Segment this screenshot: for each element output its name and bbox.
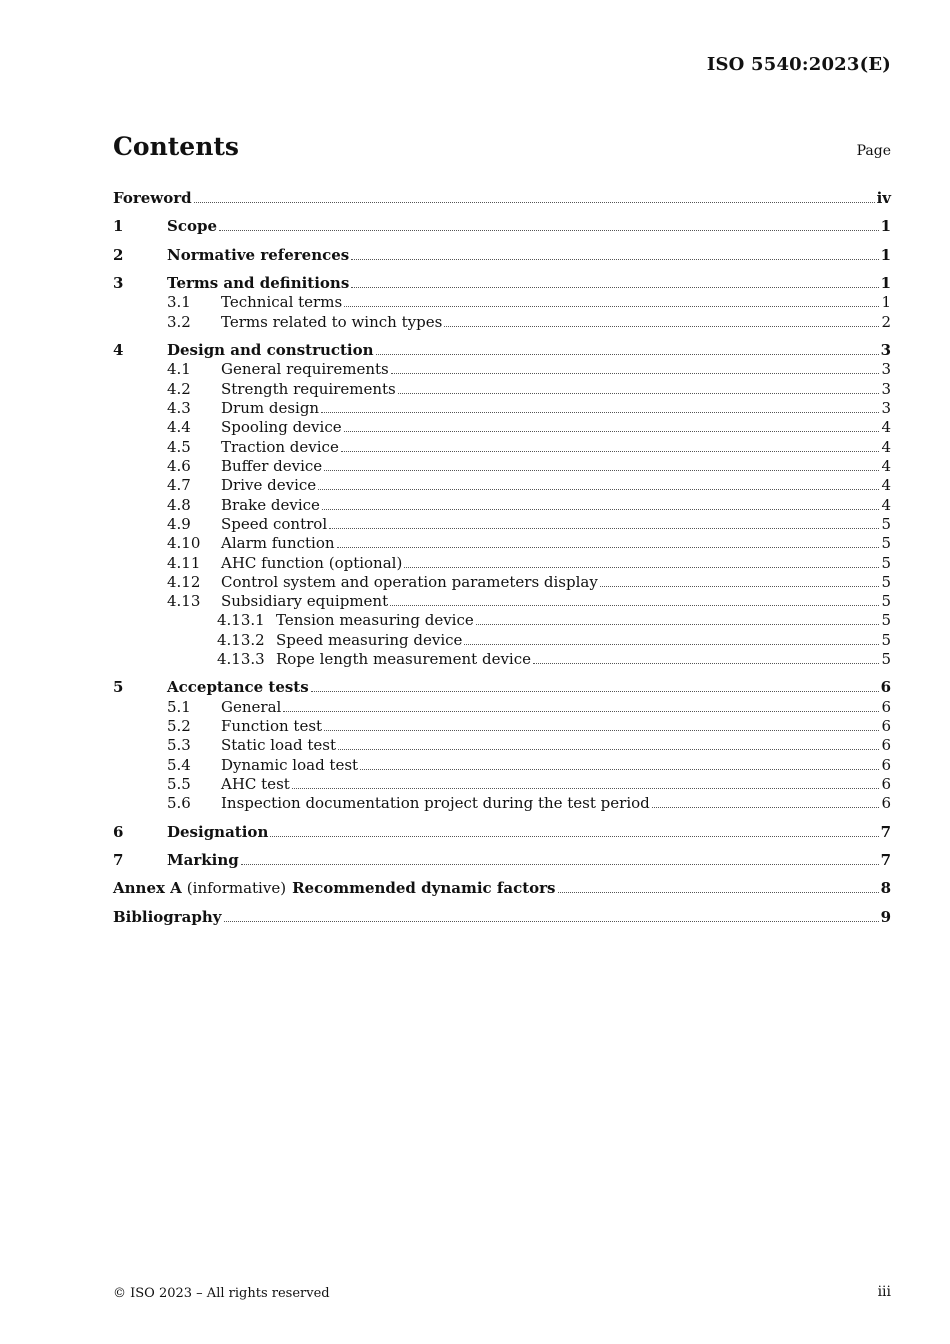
toc-entry-page: 6 (881, 698, 891, 716)
toc-entry-number: 7 (113, 851, 124, 869)
toc-entry[interactable] (113, 289, 891, 311)
toc-entry-page: 4 (881, 496, 891, 514)
toc-entry-title: Marking (167, 851, 239, 869)
dot-leader (324, 469, 879, 471)
toc-entry-title: Annex A (113, 879, 182, 897)
dot-leader (344, 430, 880, 432)
toc-entry[interactable] (113, 356, 891, 378)
dot-leader (476, 623, 880, 625)
toc-entry-number: 3 (113, 274, 124, 292)
toc-entry-page: 5 (881, 611, 891, 629)
toc-entry[interactable] (113, 875, 891, 897)
toc-entry[interactable] (113, 414, 891, 436)
toc-entry-number: 4.2 (167, 380, 191, 398)
toc-entry-page: 5 (881, 515, 891, 533)
toc-entry-page: 6 (881, 756, 891, 774)
toc-entry-number: 4.10 (167, 534, 201, 552)
toc-entry-annex-title: Recommended dynamic factors (292, 879, 556, 897)
dot-leader (321, 411, 879, 413)
dot-leader (360, 768, 879, 770)
toc-entry-number: 5.5 (167, 775, 191, 793)
toc-entry-page: 2 (881, 313, 891, 331)
toc-entry-page: 7 (880, 851, 891, 869)
toc-entry[interactable] (113, 607, 891, 629)
toc-entry-number: 4.9 (167, 515, 191, 533)
toc-entry-title: Normative references (167, 246, 350, 264)
toc-entry-number: 5.2 (167, 717, 191, 735)
toc-entry-annex-type: (informative) (186, 879, 287, 897)
toc-entry-title: Brake device (221, 496, 320, 514)
dot-leader (558, 891, 879, 893)
dot-leader (351, 286, 878, 288)
dot-leader (224, 920, 879, 922)
toc-entry-number: 5 (113, 678, 124, 696)
dot-leader (324, 729, 879, 731)
toc-entry-title: Dynamic load test (221, 756, 359, 774)
toc-entry[interactable] (113, 185, 891, 207)
toc-entry-title: Spooling device (221, 418, 342, 436)
toc-entry[interactable] (113, 646, 891, 668)
toc-entry[interactable] (113, 674, 891, 696)
toc-entry[interactable] (113, 732, 891, 754)
toc-entry-page: 6 (880, 678, 891, 696)
toc-entry-number: 6 (113, 823, 124, 841)
dot-leader (329, 527, 879, 529)
toc-entry-title: General (221, 698, 282, 716)
toc-entry-page: 5 (881, 534, 891, 552)
toc-entry-number: 4.12 (167, 573, 201, 591)
document-id: ISO 5540:2023(E) (706, 54, 891, 75)
toc-entry-page: 5 (881, 650, 891, 668)
dot-leader (283, 710, 879, 712)
toc-entry-number: 5.1 (167, 698, 191, 716)
toc-entry-page: 6 (881, 736, 891, 754)
toc-entry-number: 4.13.1 (217, 611, 265, 629)
toc-entry-page: 1 (881, 293, 891, 311)
toc-entry-title: Terms and definitions (167, 274, 350, 292)
dot-leader (464, 643, 879, 645)
toc-entry-page: 8 (880, 879, 891, 897)
toc-entry[interactable] (113, 819, 891, 841)
toc-entry-page: 5 (881, 592, 891, 610)
toc-entry-title: Bibliography (113, 908, 222, 926)
toc-entry-page: 4 (881, 438, 891, 456)
toc-entry-number: 4.1 (167, 360, 191, 378)
toc-entry[interactable] (113, 242, 891, 264)
toc-entry-number: 5.4 (167, 756, 191, 774)
toc-entry-number: 4.13 (167, 592, 201, 610)
toc-entry-title: General requirements (221, 360, 389, 378)
dot-leader (390, 604, 879, 606)
dot-leader (398, 392, 880, 394)
toc-entry-title: Function test (221, 717, 323, 735)
dot-leader (322, 508, 880, 510)
toc-entry-title: Buffer device (221, 457, 323, 475)
toc-entry-title: Technical terms (221, 293, 343, 311)
dot-leader (338, 748, 879, 750)
toc-entry[interactable] (113, 847, 891, 869)
toc-entry-page: 5 (881, 631, 891, 649)
page-title: Contents (113, 132, 240, 161)
toc-entry-title: AHC test (221, 775, 290, 793)
toc-entry[interactable] (113, 213, 891, 235)
page-column-label: Page (856, 143, 891, 159)
toc-entry-title: Strength requirements (221, 380, 396, 398)
toc-entry-title: Drive device (221, 476, 317, 494)
dot-leader (652, 806, 880, 808)
toc-entry-number: 4.11 (167, 554, 201, 572)
toc-entry-page: 5 (881, 573, 891, 591)
toc-entry-page: 3 (881, 380, 891, 398)
toc-entry-title: Alarm function (221, 534, 335, 552)
toc-entry-number: 4.6 (167, 457, 191, 475)
dot-leader (351, 258, 878, 260)
dot-leader (600, 585, 880, 587)
dot-leader (318, 488, 879, 490)
toc-entry-number: 3.1 (167, 293, 191, 311)
toc-entry-page: 6 (881, 794, 891, 812)
toc-entry-number: 5.6 (167, 794, 191, 812)
toc-entry-page: 9 (880, 908, 891, 926)
toc-entry-page: 6 (881, 717, 891, 735)
toc-entry-page: 3 (880, 341, 891, 359)
copyright-notice: © ISO 2023 – All rights reserved (113, 1286, 330, 1301)
toc-entry-title: Acceptance tests (167, 678, 309, 696)
toc-entry-title: Inspection documentation project during the test period (221, 794, 650, 812)
toc-entry-page: 4 (881, 457, 891, 475)
toc-entry-title: Subsidiary equipment (221, 592, 389, 610)
toc-entry-title: Drum design (221, 399, 320, 417)
dot-leader (337, 546, 880, 548)
dot-leader (376, 353, 879, 355)
dot-leader (533, 662, 879, 664)
toc-entry-title: Design and construction (167, 341, 374, 359)
toc-entry-title: Control system and operation parameters display (221, 573, 598, 591)
dot-leader (270, 835, 878, 837)
toc-entry[interactable] (113, 309, 891, 331)
toc-entry[interactable] (113, 790, 891, 812)
dot-leader (404, 566, 879, 568)
dot-leader (344, 305, 879, 307)
toc-entry[interactable] (113, 904, 891, 926)
toc-entry-number: 4.8 (167, 496, 191, 514)
toc-entry-number: 4 (113, 341, 124, 359)
toc-entry-title: Designation (167, 823, 269, 841)
toc-entry-title: Speed control (221, 515, 328, 533)
page-number: iii (877, 1284, 891, 1300)
toc-entry-page: 6 (881, 775, 891, 793)
toc-entry-number: 1 (113, 217, 124, 235)
dot-leader (311, 690, 879, 692)
toc-entry-title: Static load test (221, 736, 337, 754)
toc-entry-number: 4.4 (167, 418, 191, 436)
toc-entry-title: Speed measuring device (276, 631, 463, 649)
toc-entry-number: 2 (113, 246, 124, 264)
toc-entry-title: Scope (167, 217, 218, 235)
dot-leader (292, 787, 880, 789)
toc-entry-number: 4.7 (167, 476, 191, 494)
toc-entry-page: 3 (881, 399, 891, 417)
toc-entry-page: 1 (880, 217, 891, 235)
toc-entry-title: Terms related to winch types (221, 313, 443, 331)
toc-entry-number: 4.13.2 (217, 631, 265, 649)
dot-leader (341, 450, 880, 452)
toc-entry-number: 4.13.3 (217, 650, 265, 668)
toc-entry-title: Tension measuring device (276, 611, 474, 629)
toc-entry-title: Foreword (113, 189, 192, 207)
toc-entry-page: iv (876, 189, 891, 207)
toc-entry-page: 1 (880, 274, 891, 292)
toc-entry-title: Traction device (221, 438, 339, 456)
toc-entry-page: 3 (881, 360, 891, 378)
dot-leader (444, 325, 879, 327)
toc-entry[interactable] (113, 472, 891, 494)
toc-entry-number: 5.3 (167, 736, 191, 754)
toc-entry-page: 4 (881, 476, 891, 494)
dot-leader (241, 863, 879, 865)
dot-leader (194, 201, 875, 203)
toc-entry-page: 5 (881, 554, 891, 572)
toc-entry-number: 4.3 (167, 399, 191, 417)
toc-entry-page: 7 (880, 823, 891, 841)
toc-entry-page: 4 (881, 418, 891, 436)
toc-entry-title: AHC function (optional) (221, 554, 403, 572)
toc-entry-number: 3.2 (167, 313, 191, 331)
toc-entry-title: Rope length measurement device (276, 650, 531, 668)
dot-leader (219, 229, 879, 231)
toc-entry-number: 4.5 (167, 438, 191, 456)
dot-leader (391, 372, 880, 374)
toc-entry[interactable] (113, 530, 891, 552)
toc-entry-page: 1 (880, 246, 891, 264)
